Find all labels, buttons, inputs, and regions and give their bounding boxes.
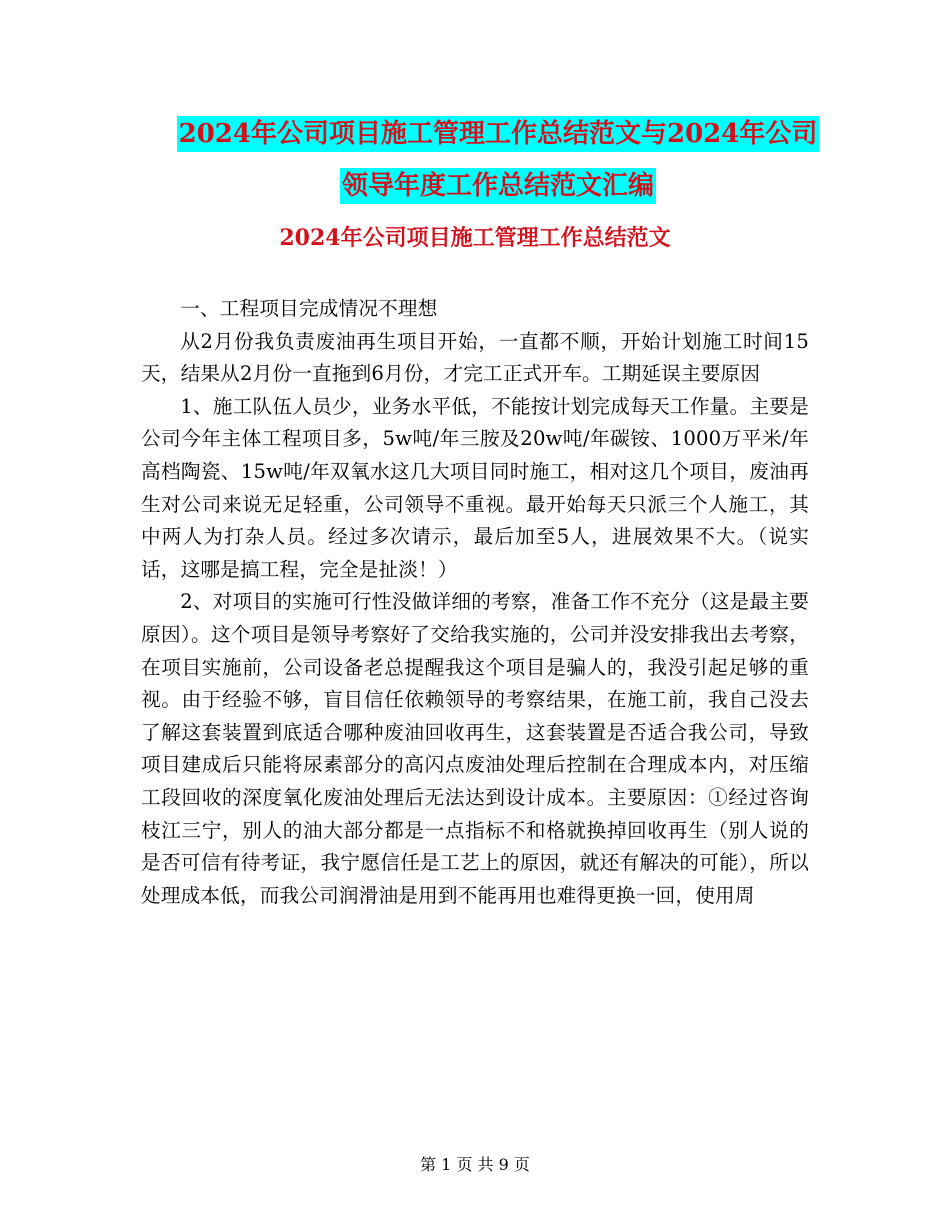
page-footer [0,1153,950,1177]
document-title [140,108,856,212]
document-title-line-2: 领导年度工作总结范文汇编 [340,168,656,204]
section-title: 2024年公司项目施工管理工作总结范文 [279,225,671,251]
document-title-line-1: 2024年公司项目施工管理工作总结范文与2024年公司 [177,116,820,152]
footer-middle: 页 共 [456,1155,494,1174]
body-paragraph: 2、对项目的实施可行性没做详细的考察，准备工作不充分（这是最主要原因）。这个项目是领导考察好了交给我实施的，公司并没安排我出去考察，在项目实施前，公司设备老总提醒我这个项目是骗人的，我没引起足够的重视。由于经验不够，盲目信任依赖领导的考察结果，在施工前，我自己没去了解这套装置到底适合哪种废油回收再生，这套装置是否适合我公司，导致项目建成后只能将尿素部分的高闪点废油处理后控制在合理成本内，对压缩工段回收的深度氧化废油处理后无法达到设计成本。主要原因：①经过咨询枝江三宁，别人的油大部分都是一点指标不和格就换掉回收再生（别人说的是否可信有待考证，我宁愿信任是工艺上的原因，就还有解决的可能），所以处理成本低，而我公司润滑油是用到不能再用也难得更换一回，使用周 [141,590,809,907]
footer-total-pages: 9 [498,1155,509,1174]
document-body [141,293,809,912]
body-paragraph: 1、施工队伍人员少，业务水平低，不能按计划完成每天工作量。主要是公司今年主体工程项目多，5w吨/年三胺及20w吨/年碳铵、1000万平米/年高档陶瓷、15w吨/年双氧水这几大项目同时施工，相对这几个项目，废油再生对公司来说无足轻重，公司领导不重视。最开始每天只派三个人施工，其中两人为打杂人员。经过多次请示，最后加至5人，进展效果不大。（说实话，这哪是搞工程，完全是扯淡！） [141,394,809,581]
heading-paragraph: 一、工程项目完成情况不理想 [180,297,438,320]
footer-page-number: 1 [441,1155,452,1174]
footer-suffix: 页 [513,1155,530,1174]
body-paragraph: 从2月份我负责废油再生项目开始，一直都不顺，开始计划施工时间15天，结果从2月份一直拖到6月份，才完工正式开车。工期延误主要原因 [141,329,809,386]
footer-prefix: 第 [420,1155,437,1174]
